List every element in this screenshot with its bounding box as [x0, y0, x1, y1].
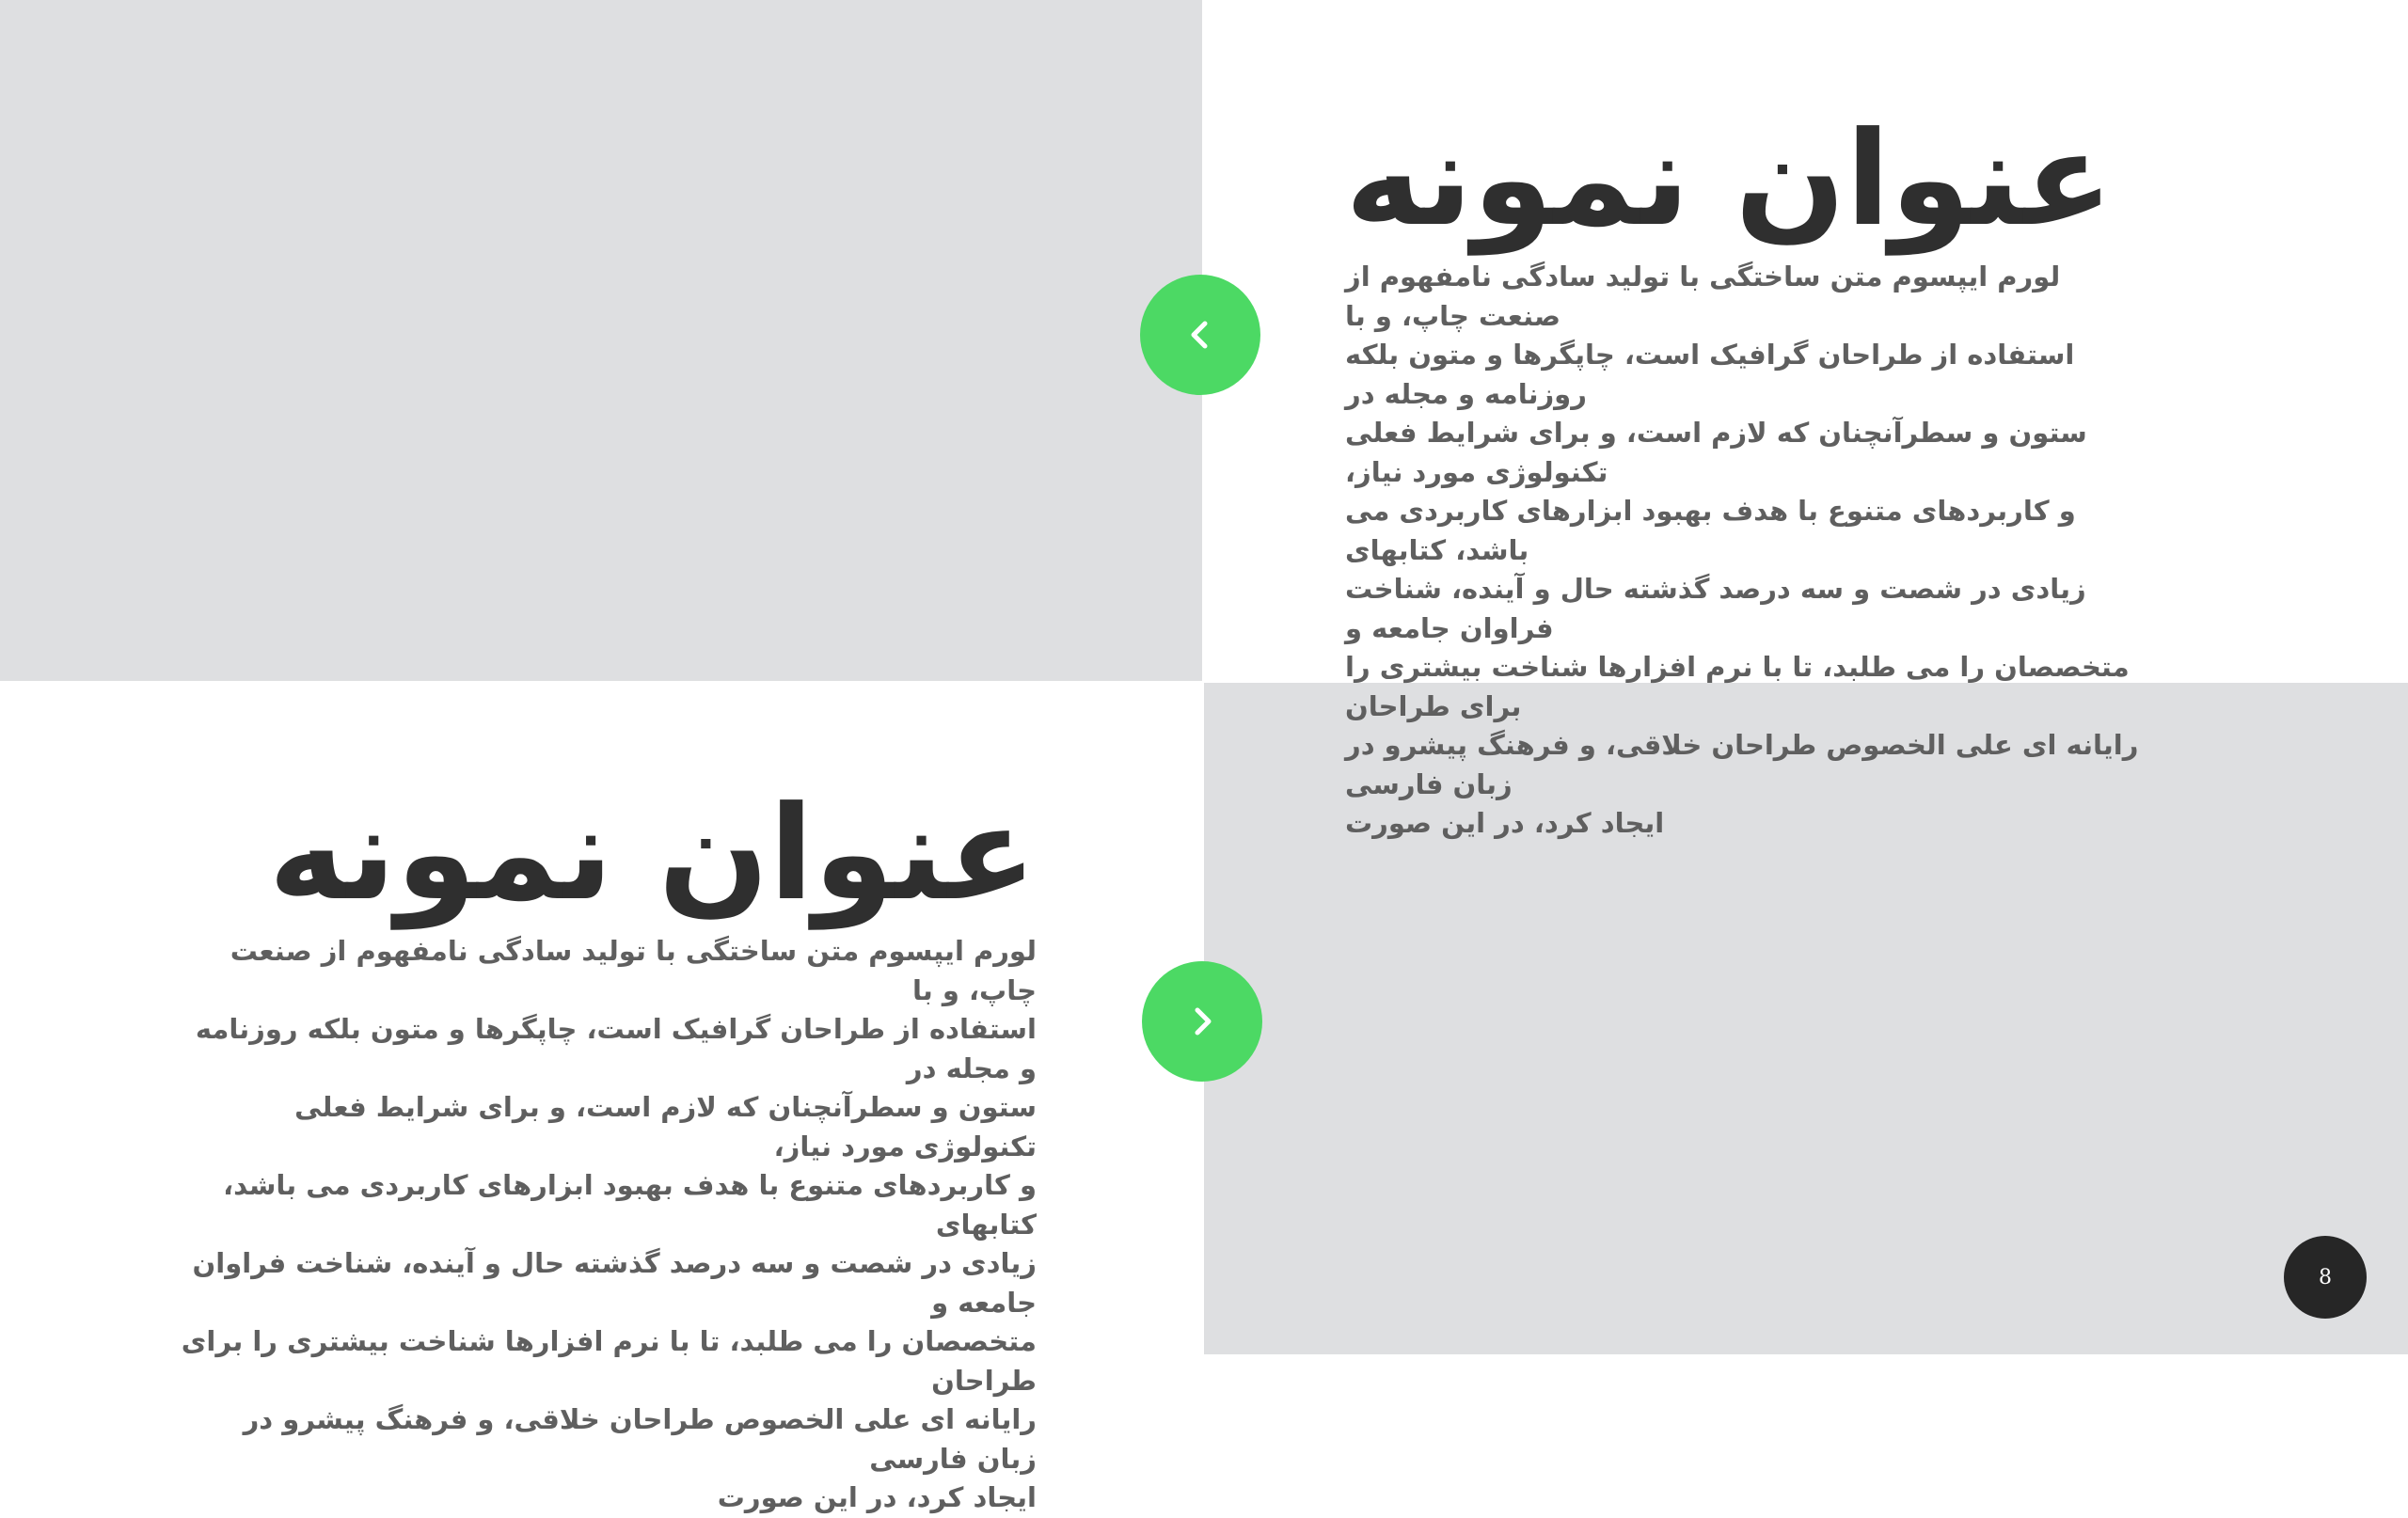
previous-slide-button[interactable]: [1140, 275, 1260, 395]
top-content-section: [1298, 103, 2145, 844]
top-section-body: لورم ایپسوم متن ساختگی با تولید سادگی نامفهوم از صنعت چاپ، و با استفاده از طراحان گرافیک است، چاپگرها و متون بلکه روزنامه و مجله در ستون و سطرآنچنان که لازم است، و برای شرایط فعلی تکنولوژی مورد نیاز، و کاربردهای متنوع با هدف بهبود ابزارهای کاربردی می باشد، کتابهای زیادی در شصت و سه درصد گذشته حال و آینده، شناخت فراوان جامعه و متخصصان را می طلبد، تا با نرم افزارها شناخت بیشتری را برای طراحان رایانه ای علی الخصوص طراحان خلاقی، و فرهنگ پیشرو در زبان فارسی ایجاد کرد، در این صورت: [1345, 261, 2139, 840]
bottom-content-section: [179, 778, 1037, 1518]
gray-panel-top-left: [0, 0, 1202, 681]
next-slide-button[interactable]: [1142, 961, 1262, 1082]
top-section-title: عنوان نمونه: [1345, 103, 2114, 255]
page-number: 8: [2319, 1265, 2332, 1289]
bottom-section-body: لورم ایپسوم متن ساختگی با تولید سادگی نامفهوم از صنعت چاپ، و با استفاده از طراحان گرافیک است، چاپگرها و متون بلکه روزنامه و مجله در ستون و سطرآنچنان که لازم است، و برای شرایط فعلی تکنولوژی مورد نیاز، و کاربردهای متنوع با هدف بهبود ابزارهای کاربردی می باشد، کتابهای زیادی در شصت و سه درصد گذشته حال و آینده، شناخت فراوان جامعه و متخصصان را می طلبد، تا با نرم افزارها شناخت بیشتری را برای طراحان رایانه ای علی الخصوص طراحان خلاقی، و فرهنگ پیشرو در زبان فارسی ایجاد کرد، در این صورت: [181, 935, 1037, 1514]
chevron-right-icon: [1181, 1001, 1223, 1042]
chevron-left-icon: [1180, 314, 1221, 356]
bottom-section-title: عنوان نمونه: [268, 778, 1037, 929]
page-number-badge: [2284, 1236, 2367, 1319]
